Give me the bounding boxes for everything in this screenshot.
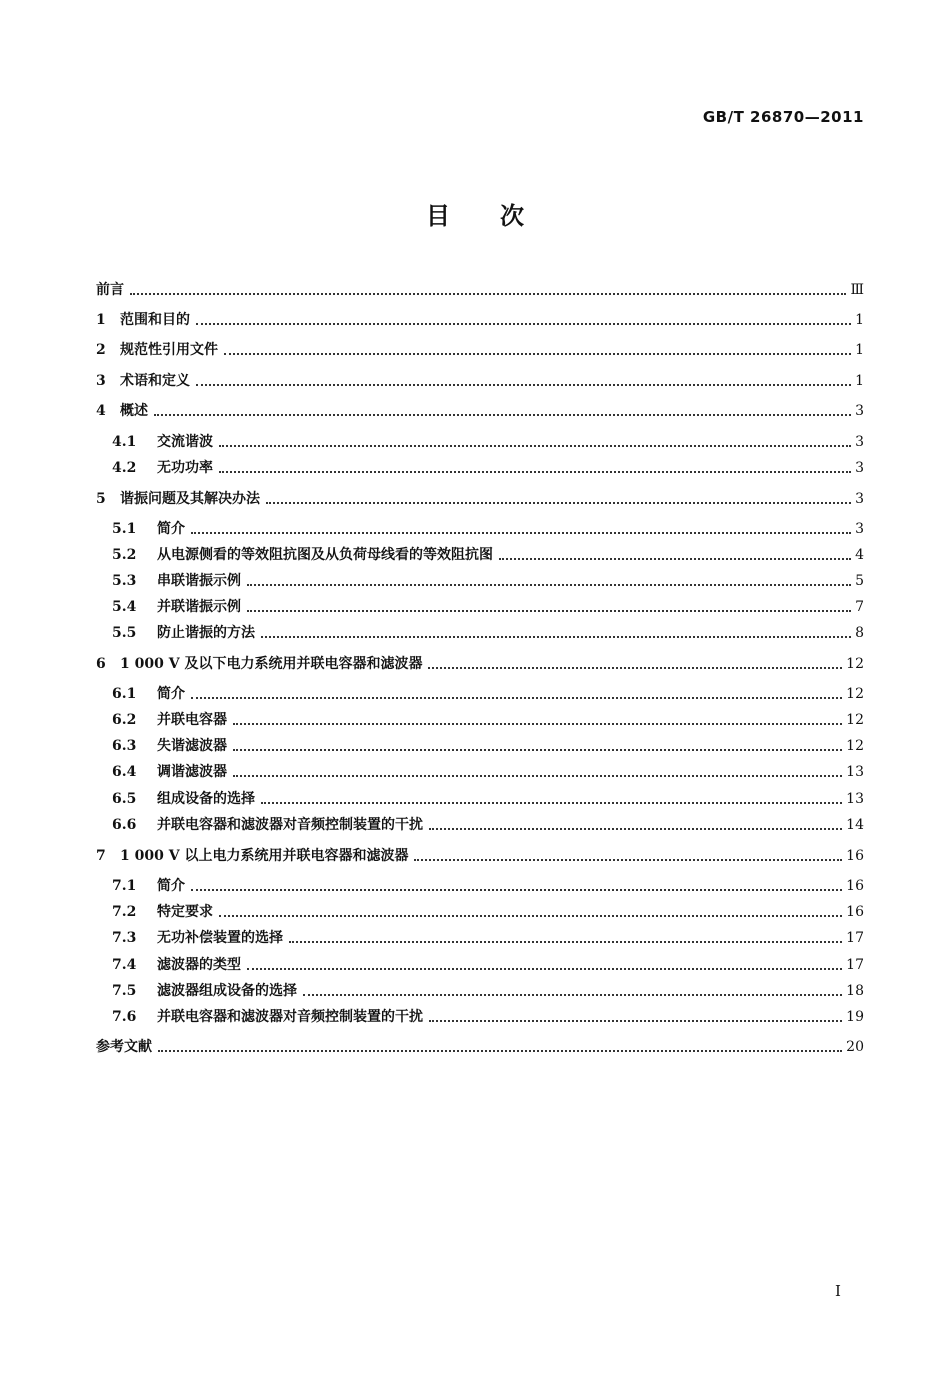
toc-leader-dots bbox=[219, 915, 842, 917]
toc-entry-number: 7.6 bbox=[112, 1009, 137, 1025]
toc-entry-page: 4 bbox=[855, 547, 864, 563]
toc-entry-page: 3 bbox=[855, 403, 864, 419]
toc-leader-dots bbox=[289, 941, 842, 943]
toc-leader-dots bbox=[219, 445, 851, 447]
toc-entry[interactable] bbox=[96, 279, 864, 301]
toc-entry-title: 1 000 V 以上电力系统用并联电容器和滤波器 bbox=[120, 848, 409, 864]
toc-entry-title: 并联电容器和滤波器对音频控制装置的干扰 bbox=[157, 1009, 423, 1025]
toc-entry-title: 简介 bbox=[157, 521, 185, 537]
toc-entry-title: 谐振问题及其解决办法 bbox=[120, 491, 260, 507]
toc-entry[interactable] bbox=[112, 544, 864, 566]
toc-entry-number: 7.5 bbox=[112, 983, 137, 999]
toc-entry-title: 简介 bbox=[157, 878, 185, 894]
toc-leader-dots bbox=[499, 558, 851, 560]
toc-entry-number: 5.3 bbox=[112, 573, 137, 589]
toc-entry-page: Ⅲ bbox=[850, 282, 864, 298]
toc-entry[interactable] bbox=[112, 683, 864, 705]
toc-entry-page: 13 bbox=[846, 764, 864, 780]
toc-entry[interactable] bbox=[112, 709, 864, 731]
toc-leader-dots bbox=[303, 994, 842, 996]
toc-entry-number: 2 bbox=[96, 342, 106, 358]
toc-entry-title: 规范性引用文件 bbox=[120, 342, 218, 358]
toc-entry[interactable] bbox=[112, 954, 864, 976]
toc-entry-number: 6.1 bbox=[112, 686, 137, 702]
toc-entry[interactable] bbox=[112, 735, 864, 757]
toc-entry-number: 5 bbox=[96, 491, 106, 507]
toc-entry-title: 无功补偿装置的选择 bbox=[157, 930, 283, 946]
toc-entry-title: 参考文献 bbox=[96, 1039, 152, 1055]
toc-entry-number: 7.2 bbox=[112, 904, 137, 920]
toc-entry-page: 13 bbox=[846, 791, 864, 807]
toc-entry-page: 18 bbox=[846, 983, 864, 999]
toc-entry[interactable] bbox=[112, 596, 864, 618]
toc-entry-page: 16 bbox=[846, 848, 864, 864]
toc-entry-number: 7.1 bbox=[112, 878, 137, 894]
toc-leader-dots bbox=[219, 471, 851, 473]
toc-entry[interactable] bbox=[112, 1006, 864, 1028]
toc-entry-number: 6.4 bbox=[112, 764, 137, 780]
toc-leader-dots bbox=[261, 636, 851, 638]
toc-leader-dots bbox=[428, 667, 842, 669]
toc-leader-dots bbox=[233, 775, 842, 777]
toc-entry-number: 4 bbox=[96, 403, 106, 419]
toc-entry-number: 6.2 bbox=[112, 712, 137, 728]
toc-entry-title: 滤波器组成设备的选择 bbox=[157, 983, 297, 999]
page-number: I bbox=[835, 1282, 841, 1300]
toc-entry[interactable] bbox=[96, 309, 864, 331]
toc-entry-number: 6 bbox=[96, 656, 106, 672]
toc-entry-title: 无功功率 bbox=[157, 460, 213, 476]
toc-entry-title: 交流谐波 bbox=[157, 434, 213, 450]
toc-entry-title: 串联谐振示例 bbox=[157, 573, 241, 589]
toc-entry-page: 16 bbox=[846, 904, 864, 920]
toc-entry-title: 1 000 V 及以下电力系统用并联电容器和滤波器 bbox=[120, 656, 423, 672]
toc-entry-number: 1 bbox=[96, 312, 106, 328]
toc-entry-page: 1 bbox=[855, 312, 864, 328]
toc-entry-number: 5.2 bbox=[112, 547, 137, 563]
toc-entry[interactable] bbox=[112, 788, 864, 810]
toc-leader-dots bbox=[191, 697, 842, 699]
toc-entry-number: 4.1 bbox=[112, 434, 137, 450]
toc-entry-page: 19 bbox=[846, 1009, 864, 1025]
toc-leader-dots bbox=[247, 610, 851, 612]
toc-entry[interactable] bbox=[96, 845, 864, 867]
toc-entry-number: 5.4 bbox=[112, 599, 137, 615]
toc-entry-title: 滤波器的类型 bbox=[157, 957, 241, 973]
toc-entry-page: 3 bbox=[855, 460, 864, 476]
toc-entry-page: 20 bbox=[846, 1039, 864, 1055]
toc-entry-number: 3 bbox=[96, 373, 106, 389]
toc-leader-dots bbox=[247, 584, 851, 586]
toc-entry[interactable] bbox=[112, 570, 864, 592]
toc-leader-dots bbox=[196, 323, 851, 325]
toc-entry-title: 组成设备的选择 bbox=[157, 791, 255, 807]
toc-entry-title: 并联电容器 bbox=[157, 712, 227, 728]
toc-entry-title: 防止谐振的方法 bbox=[157, 625, 255, 641]
toc-entry[interactable] bbox=[112, 875, 864, 897]
toc-entry-page: 7 bbox=[855, 599, 864, 615]
toc-leader-dots bbox=[154, 414, 851, 416]
toc-entry-page: 1 bbox=[855, 342, 864, 358]
toc-leader-dots bbox=[130, 293, 846, 295]
toc-entry[interactable] bbox=[96, 339, 864, 361]
toc-entry[interactable] bbox=[112, 622, 864, 644]
toc-leader-dots bbox=[191, 889, 842, 891]
toc-entry-number: 7 bbox=[96, 848, 106, 864]
toc-leader-dots bbox=[247, 968, 842, 970]
toc-entry-page: 8 bbox=[855, 625, 864, 641]
toc-entry[interactable] bbox=[96, 400, 864, 422]
toc-entry-number: 4.2 bbox=[112, 460, 137, 476]
toc-entry-title: 特定要求 bbox=[157, 904, 213, 920]
toc-entry-page: 14 bbox=[846, 817, 864, 833]
toc-entry-page: 3 bbox=[855, 491, 864, 507]
toc-entry[interactable] bbox=[96, 653, 864, 675]
toc-entry-page: 12 bbox=[846, 712, 864, 728]
toc-leader-dots bbox=[191, 532, 851, 534]
toc-entry-title: 概述 bbox=[120, 403, 148, 419]
toc-entry-number: 6.3 bbox=[112, 738, 137, 754]
toc-leader-dots bbox=[196, 384, 851, 386]
toc-leader-dots bbox=[429, 828, 842, 830]
toc-entry-title: 简介 bbox=[157, 686, 185, 702]
toc-entry-title: 前言 bbox=[96, 282, 124, 298]
toc-entry-title: 从电源侧看的等效阻抗图及从负荷母线看的等效阻抗图 bbox=[157, 547, 493, 563]
toc-entry-page: 12 bbox=[846, 656, 864, 672]
toc-entry[interactable] bbox=[112, 927, 864, 949]
toc-entry-page: 12 bbox=[846, 686, 864, 702]
toc-entry[interactable] bbox=[96, 1036, 864, 1058]
toc-entry-page: 3 bbox=[855, 434, 864, 450]
toc-entry-number: 6.5 bbox=[112, 791, 137, 807]
toc-entry-title: 术语和定义 bbox=[120, 373, 190, 389]
toc-entry-title: 范围和目的 bbox=[120, 312, 190, 328]
toc-leader-dots bbox=[429, 1020, 842, 1022]
toc-entry-page: 17 bbox=[846, 930, 864, 946]
toc-entry[interactable] bbox=[112, 901, 864, 923]
toc-entry-number: 7.3 bbox=[112, 930, 137, 946]
toc-entry-title: 并联谐振示例 bbox=[157, 599, 241, 615]
toc-entry[interactable] bbox=[96, 370, 864, 392]
toc-entry-title: 失谐滤波器 bbox=[157, 738, 227, 754]
toc-entry-number: 7.4 bbox=[112, 957, 137, 973]
toc-leader-dots bbox=[233, 749, 842, 751]
toc-entry-page: 1 bbox=[855, 373, 864, 389]
toc-leader-dots bbox=[233, 723, 842, 725]
toc-entry-number: 6.6 bbox=[112, 817, 137, 833]
toc-entry-title: 调谐滤波器 bbox=[157, 764, 227, 780]
toc-entry-page: 16 bbox=[846, 878, 864, 894]
toc-entry[interactable] bbox=[112, 980, 864, 1002]
toc-entry[interactable] bbox=[96, 488, 864, 510]
toc-entry-page: 5 bbox=[855, 573, 864, 589]
toc-entry[interactable] bbox=[112, 761, 864, 783]
toc-leader-dots bbox=[261, 802, 842, 804]
toc-entry-title: 并联电容器和滤波器对音频控制装置的干扰 bbox=[157, 817, 423, 833]
toc-entry-page: 17 bbox=[846, 957, 864, 973]
toc-entry[interactable] bbox=[112, 518, 864, 540]
standard-code: GB/T 26870—2011 bbox=[702, 108, 864, 126]
page-title: 目次 bbox=[426, 202, 574, 230]
toc-entry[interactable] bbox=[112, 814, 864, 836]
toc-entry[interactable] bbox=[112, 431, 864, 453]
toc-entry[interactable] bbox=[112, 457, 864, 479]
toc-leader-dots bbox=[266, 502, 851, 504]
toc-entry-number: 5.1 bbox=[112, 521, 137, 537]
toc-entry-number: 5.5 bbox=[112, 625, 137, 641]
toc-entry-page: 3 bbox=[855, 521, 864, 537]
toc-leader-dots bbox=[158, 1050, 842, 1052]
toc-entry-page: 12 bbox=[846, 738, 864, 754]
toc-leader-dots bbox=[414, 859, 842, 861]
toc-leader-dots bbox=[224, 353, 851, 355]
